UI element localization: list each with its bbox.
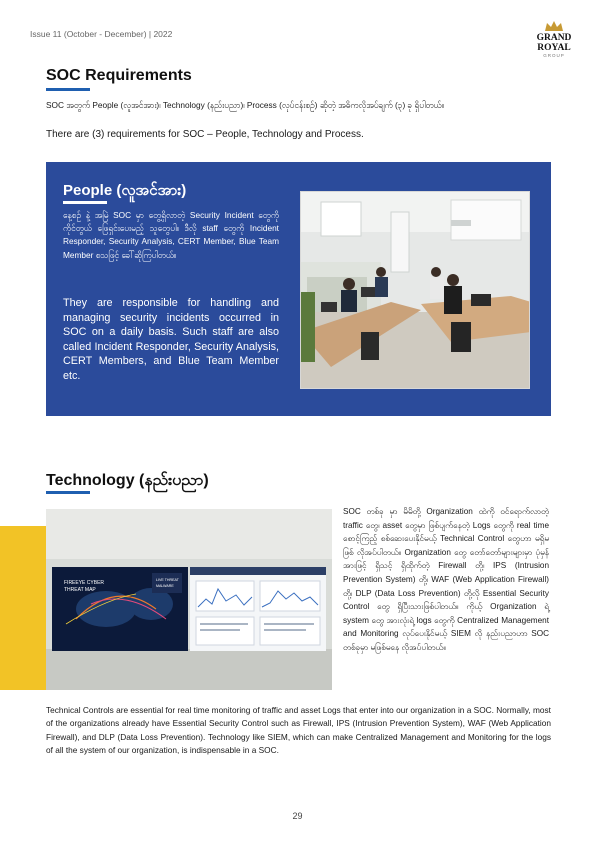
people-text-burmese: နေ့စဉ် နဲ့ အမြဲ SOC မှာ တွေ့ရှိလာတဲ့ Security Incident တွေကို ကိုင်တွယ် ဖြေရှင်းပေးမည့် သူတွေပါ။ ဒီလို staff တွေကို Incident Responder, Security Analysis, CERT Member, Blue Team Member စသဖြင့် ခေါ်ဆိုကြပါတယ်။ [63,210,279,260]
crown-icon [544,20,564,32]
soc-office-photo [300,191,530,389]
soc-intro-burmese: SOC အတွက် People (လူအင်အား)၊ Technology (နည်းပညာ)၊ Process (လုပ်ငန်းစဉ်) ဆိုတဲ့ အဓိကလိုအပ်ချက် (၃) ခု ရှိပါတယ်။ [46,100,445,110]
screen-corner-line-1: LIVE THREAT [156,578,179,582]
logo-line-1: GRAND [536,33,572,43]
technology-title-underline [46,491,90,494]
technology-text-burmese: SOC တစ်ခု မှာ မိမိတို့ Organization ထဲကို ဝင်ရောက်လာတဲ့ traffic တွေ၊ asset တွေမှာ ဖြစ်ပျက်နေတဲ့ Logs တွေကို real time စောင့်ကြည့် စစ်ဆေးပေးနိုင်မယ့် Technical Control တွေဟာ မရှိမဖြစ် လိုအပ်ပါတယ်။ Organization တွေ တော်တော်များများမှာ ပုံမှန်အားဖြင့် ရှိသင့် ရှိထိုက်တဲ့ Firewall တို့၊ IPS (Intrusion Prevention System) တို့၊ WAF (Web Application Firewall) တို့၊ DLP (Data Loss Prevention) တို့လို Essential Security Control တွေ ရှိပြီးသားဖြစ်ပါတယ်။ ကိုယ့် Organization ရဲ့ system တွေ အားလုံးရဲ့ logs တွေကို Centralized Management and Monitoring လုပ်ပေးနိုင်မယ့် SIEM လို နည်းပညာဟာ SOC တစ်ခုမှာ မဖြစ်မနေ လိုအပ်ပါတယ်။ [343,507,549,652]
soc-requirements-title: SOC Requirements [46,67,192,84]
technology-title: Technology (နည်းပညာ) [46,472,209,489]
screen-corner-line-2: MALWARE [156,584,174,588]
soc-intro-english: There are (3) requirements for SOC – People, Technology and Process. [46,129,364,140]
technology-text-english: Technical Controls are essential for real time monitoring of traffic and asset Logs that enter into our organization in a SOC. Normally, most of the organizations already have Essential Security Control such as Firewall, IPS (Intrusion Prevention System), WAF (Web Application Firewall), and DLP (Data Loss Prevention). Technology like SIEM, which can make Centralized Management and Monitoring for the logs of all the system of our organization, is indispensable in a SOC. [46,705,551,756]
logo-line-3: GROUP [543,53,565,58]
screen-left-line-1: FIREEYE CYBER [64,580,105,586]
people-title: People (လူအင်အား) [63,182,187,199]
grand-royal-logo [530,20,578,58]
issue-label: Issue 11 (October - December) | 2022 [30,29,173,39]
page-number: 29 [292,811,303,821]
soc-monitor-photo [46,509,332,690]
logo-line-2: ROYAL [537,43,571,53]
people-text-english: They are responsible for handling and managing security incidents occurred in SOC on a daily basis. Such staff are also called Incident Responder, Security Analysis, CERT Members, and Blue Team Member etc. [63,297,279,382]
people-title-underline [63,201,107,204]
screen-left-line-2: THREAT MAP [64,587,96,593]
yellow-accent-block [0,526,46,690]
soc-title-underline [46,88,90,91]
